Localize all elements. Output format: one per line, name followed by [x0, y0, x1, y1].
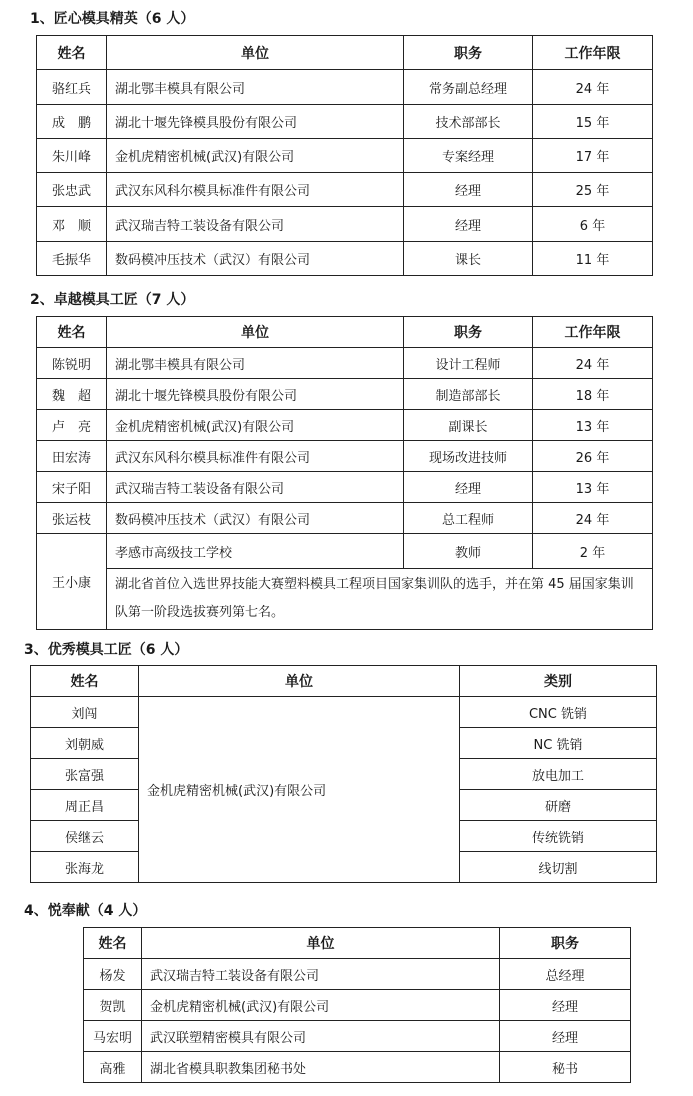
- cell-title: 专案经理: [404, 139, 533, 173]
- table-row: [31, 697, 657, 728]
- header-years: 工作年限: [533, 36, 653, 70]
- table-row: [84, 990, 631, 1021]
- table-row: [37, 503, 653, 534]
- header-name: 姓名: [37, 36, 107, 70]
- cell-title: 设计工程师: [404, 348, 533, 379]
- cell-name: 贺凯: [84, 990, 142, 1021]
- cell-years: 11 年: [533, 242, 653, 276]
- cell-name: 陈锐明: [37, 348, 107, 379]
- section-1-table: [36, 35, 653, 276]
- cell-title: 秘书: [500, 1052, 631, 1083]
- cell-title: 总经理: [500, 959, 631, 990]
- header-years: 工作年限: [533, 317, 653, 348]
- cell-title: 教师: [404, 534, 533, 569]
- cell-name: 高雅: [84, 1052, 142, 1083]
- cell-name: 田宏涛: [37, 441, 107, 472]
- cell-unit: 武汉瑞吉特工装设备有限公司: [107, 472, 404, 503]
- cell-unit-merged: 金机虎精密机械(武汉)有限公司: [139, 697, 460, 883]
- section-1-title: 1、匠心模具精英（6 人）: [30, 11, 195, 27]
- cell-unit: 湖北省模具职教集团秘书处: [142, 1052, 500, 1083]
- cell-title: 经理: [500, 990, 631, 1021]
- cell-unit: 湖北鄂丰模具有限公司: [107, 70, 404, 105]
- header-title: 职务: [500, 928, 631, 959]
- cell-years: 24 年: [533, 70, 653, 105]
- cell-category: CNC 铣销: [460, 697, 657, 728]
- table-row: [37, 70, 653, 105]
- cell-unit: 数码模冲压技术（武汉）有限公司: [107, 503, 404, 534]
- table-row-note: [37, 569, 653, 630]
- table-row: [37, 348, 653, 379]
- cell-name: 卢 亮: [37, 410, 107, 441]
- header-unit: 单位: [139, 666, 460, 697]
- cell-title: 经理: [404, 472, 533, 503]
- cell-unit: 湖北十堰先锋模具股份有限公司: [107, 379, 404, 410]
- cell-category: 传统铣销: [460, 821, 657, 852]
- cell-years: 17 年: [533, 139, 653, 173]
- cell-name: 邓 顺: [37, 207, 107, 242]
- header-name: 姓名: [84, 928, 142, 959]
- cell-years: 13 年: [533, 472, 653, 503]
- table-row: [84, 1021, 631, 1052]
- cell-unit: 金机虎精密机械(武汉)有限公司: [107, 410, 404, 441]
- cell-title: 经理: [404, 173, 533, 207]
- cell-unit: 武汉东风科尔模具标准件有限公司: [107, 173, 404, 207]
- header-unit: 单位: [142, 928, 500, 959]
- cell-unit: 武汉瑞吉特工装设备有限公司: [142, 959, 500, 990]
- cell-title: 副课长: [404, 410, 533, 441]
- cell-title: 课长: [404, 242, 533, 276]
- cell-unit: 金机虎精密机械(武汉)有限公司: [142, 990, 500, 1021]
- cell-name: 朱川峰: [37, 139, 107, 173]
- cell-name: 张海龙: [31, 852, 139, 883]
- cell-title: 经理: [500, 1021, 631, 1052]
- cell-name: 魏 超: [37, 379, 107, 410]
- cell-name: 周正昌: [31, 790, 139, 821]
- cell-years: 13 年: [533, 410, 653, 441]
- table-header-row: [37, 36, 653, 70]
- cell-name: 张富强: [31, 759, 139, 790]
- cell-name: 张运枝: [37, 503, 107, 534]
- cell-years: 18 年: [533, 379, 653, 410]
- cell-name: 刘朝威: [31, 728, 139, 759]
- cell-name: 张忠武: [37, 173, 107, 207]
- table-header-row: [84, 928, 631, 959]
- table-header-row: [37, 317, 653, 348]
- table-row: [37, 379, 653, 410]
- cell-years: 26 年: [533, 441, 653, 472]
- cell-unit: 金机虎精密机械(武汉)有限公司: [107, 139, 404, 173]
- table-row: [37, 242, 653, 276]
- cell-note: 湖北省首位入选世界技能大赛塑料模具工程项目国家集训队的选手，并在第 45 届国家集训队第一阶段选拔赛列第七名。: [107, 569, 653, 630]
- cell-title: 制造部部长: [404, 379, 533, 410]
- section-4-table: [83, 927, 631, 1083]
- cell-unit: 武汉瑞吉特工装设备有限公司: [107, 207, 404, 242]
- cell-name: 王小康: [37, 534, 107, 630]
- cell-years: 24 年: [533, 348, 653, 379]
- cell-unit: 湖北十堰先锋模具股份有限公司: [107, 105, 404, 139]
- header-title: 职务: [404, 36, 533, 70]
- cell-category: 研磨: [460, 790, 657, 821]
- cell-category: 线切割: [460, 852, 657, 883]
- cell-title: 技术部部长: [404, 105, 533, 139]
- header-name: 姓名: [31, 666, 139, 697]
- cell-name: 杨发: [84, 959, 142, 990]
- cell-years: 6 年: [533, 207, 653, 242]
- table-row: [37, 207, 653, 242]
- cell-name: 毛振华: [37, 242, 107, 276]
- cell-years: 2 年: [533, 534, 653, 569]
- table-row: [84, 959, 631, 990]
- cell-unit: 孝感市高级技工学校: [107, 534, 404, 569]
- cell-unit: 湖北鄂丰模具有限公司: [107, 348, 404, 379]
- cell-unit: 数码模冲压技术（武汉）有限公司: [107, 242, 404, 276]
- cell-name: 骆红兵: [37, 70, 107, 105]
- cell-unit: 武汉联塑精密模具有限公司: [142, 1021, 500, 1052]
- table-row: [37, 441, 653, 472]
- table-row: [37, 139, 653, 173]
- table-row: [37, 410, 653, 441]
- cell-category: NC 铣销: [460, 728, 657, 759]
- table-header-row: [31, 666, 657, 697]
- header-name: 姓名: [37, 317, 107, 348]
- table-row: [37, 173, 653, 207]
- header-unit: 单位: [107, 36, 404, 70]
- table-row: [37, 472, 653, 503]
- cell-name: 马宏明: [84, 1021, 142, 1052]
- table-row-special: [37, 534, 653, 569]
- cell-title: 现场改进技师: [404, 441, 533, 472]
- table-row: [37, 105, 653, 139]
- cell-years: 25 年: [533, 173, 653, 207]
- section-2-title: 2、卓越模具工匠（7 人）: [30, 292, 195, 308]
- cell-years: 24 年: [533, 503, 653, 534]
- cell-name: 侯继云: [31, 821, 139, 852]
- cell-name: 成 鹏: [37, 105, 107, 139]
- section-3-title: 3、优秀模具工匠（6 人）: [24, 642, 189, 658]
- table-row: [84, 1052, 631, 1083]
- cell-title: 总工程师: [404, 503, 533, 534]
- cell-name: 刘闯: [31, 697, 139, 728]
- header-category: 类别: [460, 666, 657, 697]
- cell-category: 放电加工: [460, 759, 657, 790]
- section-2-table: [36, 316, 653, 630]
- header-title: 职务: [404, 317, 533, 348]
- section-3-table: [30, 665, 657, 883]
- cell-title: 常务副总经理: [404, 70, 533, 105]
- cell-name: 宋子阳: [37, 472, 107, 503]
- cell-years: 15 年: [533, 105, 653, 139]
- cell-unit: 武汉东风科尔模具标准件有限公司: [107, 441, 404, 472]
- header-unit: 单位: [107, 317, 404, 348]
- section-4-title: 4、悦奉献（4 人）: [24, 903, 147, 919]
- cell-title: 经理: [404, 207, 533, 242]
